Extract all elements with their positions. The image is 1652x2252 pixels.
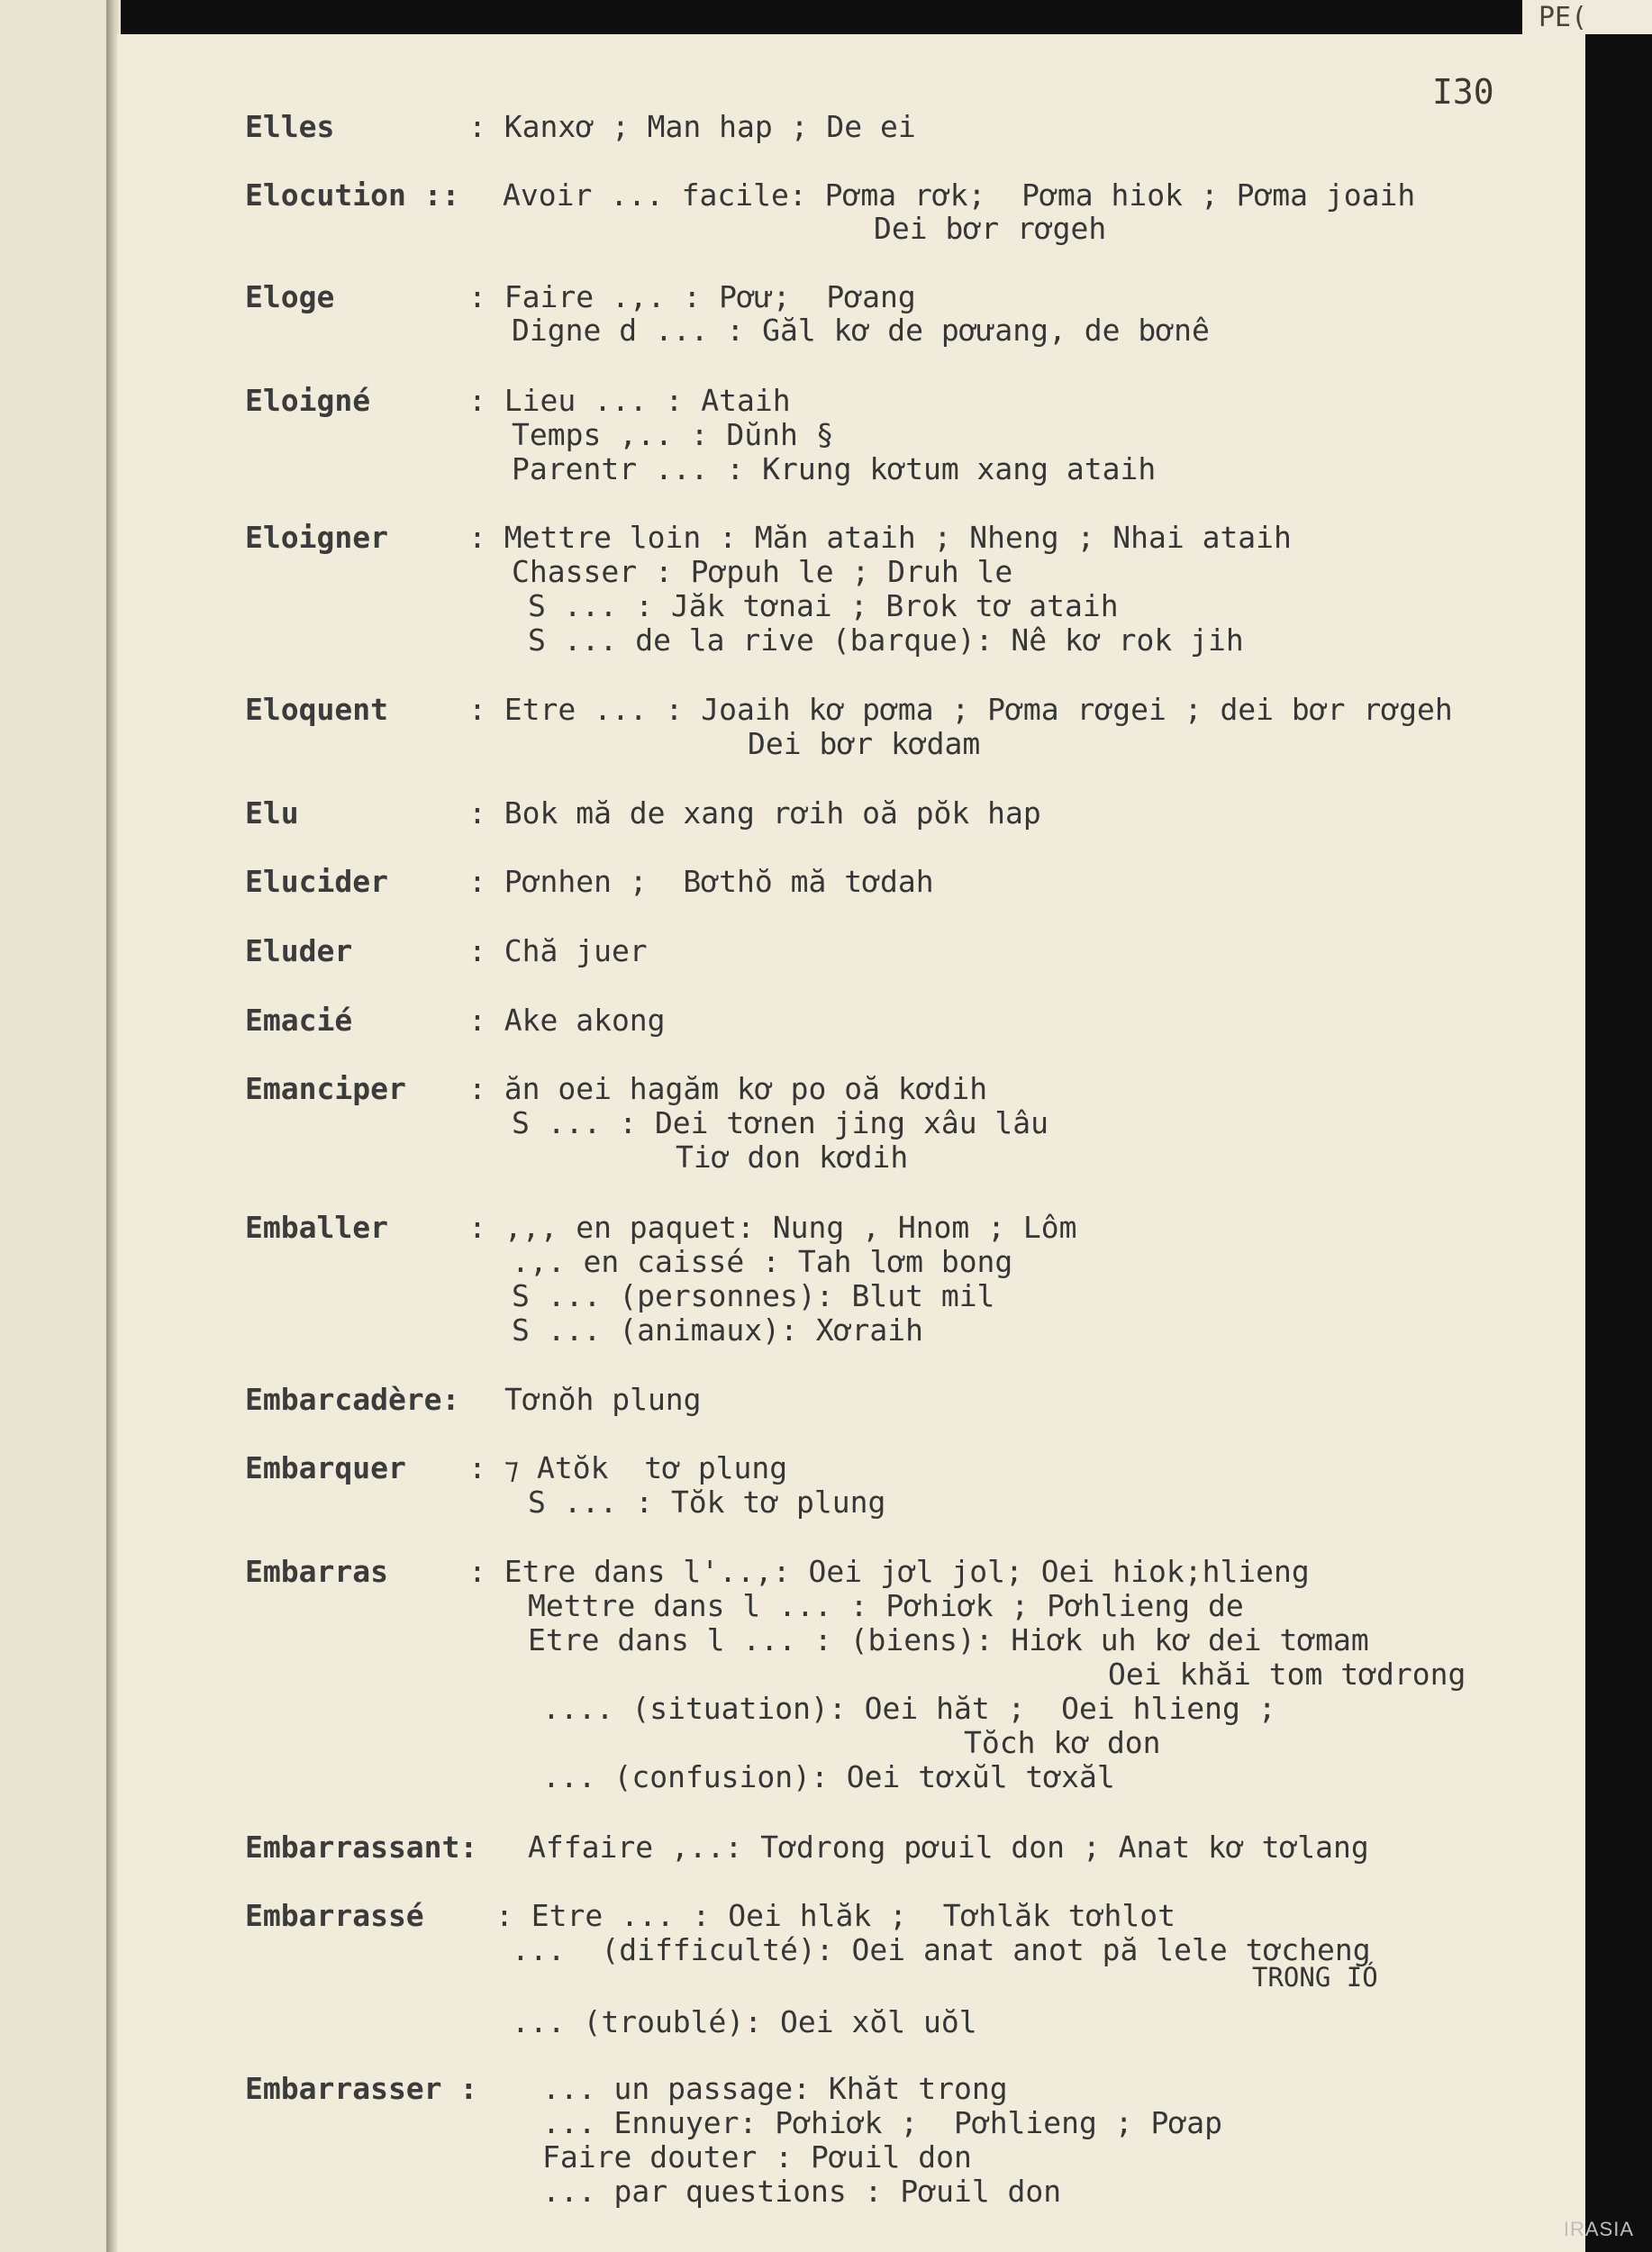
definition-line: Etre dans l ... : (biens): Hiơk uh kơ dei tơmam	[528, 1622, 1369, 1657]
headword: Emballer	[245, 1210, 388, 1245]
dictionary-page	[117, 34, 1585, 2252]
definition-line: : Chă juer	[468, 933, 648, 968]
definition-line: Chasser : Pơpuh le ; Druh le	[512, 554, 1013, 589]
definition-line: Dei bơr kơdam	[748, 726, 981, 761]
headword: Elocution ::	[245, 177, 460, 213]
definition-line: S ... : Dei tơnen jing xâu lâu	[512, 1105, 1049, 1140]
headword: Emanciper	[245, 1071, 406, 1106]
headword: Embarrassé	[245, 1898, 424, 1933]
headword: Embarras	[245, 1554, 388, 1589]
definition-line: Parentr ... : Krung kơtum xang ataih	[512, 451, 1157, 486]
headword: Eloge	[245, 279, 335, 314]
headword: Eloigné	[245, 383, 371, 418]
definition-line: : ⁊ Atŏk tơ plung	[468, 1450, 788, 1485]
definition-line: ... (troublé): Oei xŏl uŏl	[512, 2004, 977, 2039]
headword: Emacié	[245, 1003, 353, 1038]
definition-line: S ... : Jăk tơnai ; Brok tơ ataih	[528, 588, 1119, 623]
definition-line: S ... (animaux): Xơraih	[512, 1312, 923, 1348]
headword: Elu	[245, 795, 299, 831]
definition-line: S ... de la rive (barque): Nê kơ rok jih	[528, 622, 1244, 658]
definition-line: Tơnŏh plung	[504, 1382, 702, 1417]
headword: Embarcadère:	[245, 1382, 460, 1417]
definition-line: TRONG IÓ	[1252, 1962, 1378, 1993]
next-page-corner	[1522, 0, 1652, 34]
definition-line: ... un passage: Khăt trong	[542, 2071, 1008, 2106]
definition-line: : Lieu ... : Ataih	[468, 383, 791, 418]
definition-line: : Faire .,. : Pơư; Pơang	[468, 279, 916, 314]
headword: Eloigner	[245, 520, 388, 555]
definition-line: Mettre dans l ... : Pơhiơk ; Pơhlieng de	[528, 1588, 1244, 1623]
definition-line: : Etre dans l'..,: Oei jơl jol; Oei hiok;hlieng	[468, 1554, 1310, 1589]
definition-line: Tŏch kơ don	[964, 1725, 1161, 1760]
definition-line: Affaire ,..: Tơdrong pơuil don ; Anat kơ tơlang	[528, 1830, 1369, 1865]
definition-line: .,. en caissé : Tah lơm bong	[512, 1244, 1013, 1279]
definition-line: : Pơnhen ; Bơthŏ mă tơdah	[468, 864, 934, 899]
definition-line: Digne d ... : Găl kơ de pơưang, de bơnê	[512, 313, 1210, 348]
definition-line: S ... (personnes): Blut mil	[512, 1278, 995, 1313]
next-page-corner-text: PE(	[1539, 2, 1588, 33]
definition-line: ... Ennuyer: Pơhiơk ; Pơhlieng ; Pơap	[542, 2105, 1222, 2140]
definition-line: : Bok mă de xang rơih oă pŏk hap	[468, 795, 1041, 831]
definition-line: Avoir ... facile: Pơma rơk; Pơma hiok ; Pơma joaih	[503, 177, 1416, 213]
definition-line: Temps ,.. : Dŭnh §	[512, 417, 834, 452]
definition-line: : Kanxơ ; Man hap ; De ei	[468, 109, 916, 144]
headword: Embarrasser :	[245, 2071, 478, 2106]
definition-line: Oei khăi tom tơdrong	[1108, 1657, 1466, 1692]
definition-line: Tiơ don kơdih	[676, 1140, 909, 1175]
headword: Eloquent	[245, 692, 388, 727]
definition-line: ... (difficulté): Oei anat anot pă lele tơcheng	[512, 1932, 1371, 1967]
definition-line: .... (situation): Oei hăt ; Oei hlieng ;	[542, 1691, 1276, 1726]
facing-page	[0, 0, 106, 2252]
definition-line: S ... : Tŏk tơ plung	[528, 1485, 886, 1520]
headword: Elles	[245, 109, 335, 144]
watermark-text: IRASIA	[1563, 2218, 1634, 2240]
headword: Elucider	[245, 864, 388, 899]
definition-line: : Etre ... : Oei hlăk ; Tơhlăk tơhlot	[495, 1898, 1175, 1933]
definition-line: : ,,, en paquet: Nung , Hnom ; Lôm	[468, 1210, 1077, 1245]
definition-line: Dei bơr rơgeh	[874, 211, 1107, 246]
definition-line: : Etre ... : Joaih kơ pơma ; Pơma rơgei ; dei bơr rơgeh	[468, 692, 1453, 727]
definition-line: ... par questions : Pơuil don	[542, 2174, 1062, 2209]
definition-line: ... (confusion): Oei tơxŭl tơxăl	[542, 1759, 1115, 1794]
headword: Eluder	[245, 933, 353, 968]
headword: Embarrassant:	[245, 1830, 478, 1865]
definition-line: : Mettre loin : Măn ataih ; Nheng ; Nhai ataih	[468, 520, 1292, 555]
definition-line: Faire douter : Pơuil don	[542, 2139, 972, 2175]
definition-line: : ăn oei hagăm kơ po oă kơdih	[468, 1071, 988, 1106]
page-number: I30	[1432, 72, 1494, 112]
headword: Embarquer	[245, 1450, 406, 1485]
definition-line: : Ake akong	[468, 1003, 666, 1038]
